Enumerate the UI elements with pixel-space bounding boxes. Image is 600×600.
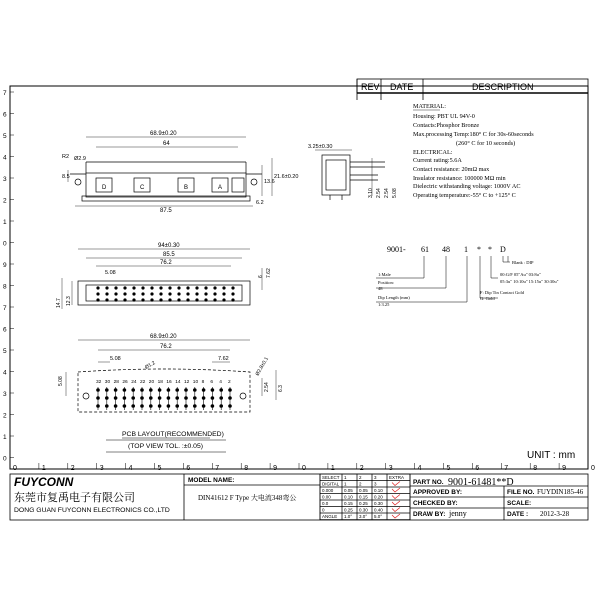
check-mark-icon: [392, 508, 400, 512]
pcb-layout-view: [66, 340, 276, 412]
tolerance-cell-text: 0.05: [359, 488, 368, 493]
ruler-label: 3: [3, 176, 7, 183]
pin-dot: [195, 292, 198, 295]
pin-dot: [105, 286, 108, 289]
tolerance-cell-text: DIGITAL: [322, 481, 340, 487]
tolerance-cell-text: 2: [359, 475, 362, 480]
pin-dot: [141, 292, 144, 295]
ruler-label: 1: [330, 465, 335, 472]
pin-number-label: 8: [201, 380, 205, 385]
tolerance-cell-text: 0.15: [359, 494, 368, 500]
dim-label: 76.2: [160, 260, 172, 266]
pin-dot: [114, 292, 117, 295]
ruler-label: 1: [3, 434, 7, 441]
date-header: DATE: [390, 82, 414, 92]
pin-dot: [159, 286, 162, 289]
pin-dot: [222, 292, 225, 295]
pin-dot: [150, 298, 153, 301]
front-view-labels: [62, 131, 298, 214]
tolerance-cell-text: 1: [344, 481, 347, 487]
pin-dot: [123, 292, 126, 295]
tolerance-cell-text: 0.10: [344, 494, 353, 500]
scale-label: SCALE:: [507, 500, 532, 507]
pin-dot: [177, 298, 180, 301]
material-line: Max.processing Temp:180° C for 30s-60seconds: [413, 131, 534, 138]
ruler-label: 2: [70, 465, 75, 472]
draw-by-label: DRAW BY:: [413, 511, 446, 518]
check-mark-icon: [392, 514, 400, 518]
pin-dot: [222, 298, 225, 301]
tolerance-cell-text: 0.00: [322, 494, 331, 500]
dim-label: 64: [163, 141, 170, 147]
unit-label: UNIT : mm: [527, 450, 576, 461]
tolerance-cell-text: 3: [374, 475, 377, 480]
pin-number-label: 12: [184, 380, 190, 385]
dim-label: 76.2: [160, 344, 172, 350]
note-male: 1:Male: [378, 272, 391, 277]
pin-dot: [231, 292, 234, 295]
electrical-line: Dielectric withstanding voltage: 1000V AC: [413, 183, 521, 190]
part-code-type: 61: [421, 245, 429, 254]
tolerance-cell-text: 0.10: [374, 488, 383, 493]
ruler-label: 2: [359, 465, 364, 472]
dim-label: 2.54: [264, 382, 270, 392]
pin-dot: [213, 298, 216, 301]
note-position-value: 48: [378, 286, 383, 291]
ruler-label: 9: [562, 465, 567, 472]
dim-label: 6: [258, 275, 264, 278]
logo-text: FUYCONN: [14, 475, 74, 489]
pin-dot: [105, 292, 108, 295]
dim-label: 85.5: [163, 252, 175, 258]
part-code-x2: *: [488, 245, 492, 254]
ruler-label: 3: [388, 465, 393, 472]
bottom-view-pins: [96, 286, 234, 301]
pin-dot: [222, 286, 225, 289]
pin-dot: [105, 298, 108, 301]
pin-dot: [177, 292, 180, 295]
part-code-base: 9001-: [387, 245, 406, 254]
pin-dot: [186, 286, 189, 289]
tolerance-cell-text: ANGLE: [322, 514, 338, 519]
tolerance-cell: [387, 500, 410, 507]
front-view: [68, 137, 272, 206]
pin-number-label: 20: [148, 380, 155, 385]
dim-label: 7.62: [266, 268, 272, 278]
pin-dot: [96, 298, 99, 301]
dim-label: 13.6: [264, 179, 275, 185]
tolerance-cell-text: 0.15: [344, 501, 353, 506]
part-code-position: 48: [442, 245, 450, 254]
ruler-label: 5: [3, 133, 7, 140]
tolerance-cell-text: 0.30: [374, 501, 383, 506]
ruler-label: 4: [128, 465, 133, 472]
dim-label: 12.3: [66, 296, 72, 306]
tolerance-table: [320, 474, 410, 520]
note-dip-length: Dip Length (mm): [378, 295, 410, 300]
ruler-label: 7: [3, 90, 7, 97]
key-label: A: [218, 185, 223, 191]
pin-dot: [141, 286, 144, 289]
file-no-label: FILE NO.: [507, 489, 535, 496]
pin-dot: [186, 292, 189, 295]
dim-label: Ø1.2: [144, 360, 157, 371]
pin-dot: [114, 286, 117, 289]
ruler-label: 8: [244, 465, 249, 472]
ruler-label: 3: [99, 465, 104, 472]
date-label: DATE :: [507, 511, 529, 518]
dim-label: 6.3: [278, 385, 284, 392]
tolerance-cell-text: 3.0°: [359, 514, 368, 519]
tolerance-cell-text: 0: [322, 507, 325, 513]
material-line: Housing: PBT UL 94V-0: [413, 113, 475, 120]
note-gold2: 05:3u" 10:10u" 15:15u" 30:30u": [500, 279, 559, 284]
dim-label: 5.08: [58, 376, 64, 386]
pin-dot: [159, 298, 162, 301]
pin-number-label: 22: [140, 380, 146, 385]
dim-label: 2.54: [376, 188, 382, 198]
ruler-label: 9: [273, 465, 278, 472]
tolerance-cell-text: 3: [374, 481, 377, 487]
dim-label: 2.54: [384, 188, 390, 198]
material-title: MATERIAL:: [413, 103, 446, 110]
file-no-value: FUYDIN185-46: [537, 488, 584, 496]
note-plating: F: Dip Tin Contact Gold: [480, 290, 525, 295]
part-no-label: PART NO.: [413, 479, 444, 486]
tolerance-cell-text: 5.0°: [374, 514, 383, 519]
checked-by-label: CHECKED BY:: [413, 500, 458, 507]
pin-number-label: 4: [219, 380, 222, 385]
ruler-label: 3: [3, 391, 7, 398]
pin-number-label: 6: [210, 380, 214, 385]
description-header: DESCRIPTION: [472, 82, 534, 92]
ruler-label: 7: [504, 465, 509, 472]
ruler-label: 2: [3, 412, 7, 420]
tolerance-cell-text: 1.0°: [344, 514, 353, 519]
pin-dot: [204, 292, 207, 295]
ruler-label: 0: [3, 240, 7, 248]
pcb-caption-title: PCB LAYOUT(RECOMMENDED): [122, 431, 224, 438]
tolerance-cell-text: 0.000: [322, 488, 334, 493]
dim-label: Ø2.9: [74, 156, 86, 162]
tolerance-cell: [387, 507, 410, 514]
dim-label: 5.08: [392, 188, 398, 198]
dim-label: 14.7: [56, 298, 62, 308]
note-position: Position:: [378, 280, 395, 285]
dim-label: 6.2: [256, 200, 264, 206]
ruler-label: 0: [13, 465, 17, 472]
tolerance-cell-text: 0.40: [374, 507, 383, 513]
tolerance-cell-text: EXTRA: [389, 475, 405, 480]
pin-number-label: 32: [96, 380, 102, 385]
pin-dot: [159, 292, 162, 295]
ruler-label: 7: [3, 305, 7, 312]
company-name-cn: 东莞市复禹电子有限公司: [14, 492, 135, 504]
check-mark-icon: [392, 488, 400, 492]
pin-dot: [168, 298, 171, 301]
dim-label: 94±0.30: [158, 243, 180, 249]
pin-number-label: 18: [157, 380, 163, 385]
pin-number-label: 2: [228, 380, 231, 385]
ruler-label: 0: [3, 455, 7, 463]
ruler-label: 6: [475, 465, 480, 472]
tolerance-cell-text: 1: [344, 475, 347, 480]
model-name-label: MODEL NAME:: [188, 477, 235, 484]
pin-dot: [96, 286, 99, 289]
date-value: 2012-3-28: [540, 510, 570, 518]
electrical-line: Contact resistance: 20mΩ max: [413, 166, 490, 173]
ruler-label: 8: [3, 283, 7, 291]
pin-dot: [168, 292, 171, 295]
bottom-view-labels: [56, 243, 272, 308]
company-name-en: DONG GUAN FUYCONN ELECTRONICS CO.,LTD: [14, 507, 170, 514]
ruler-label: 9: [3, 262, 7, 269]
dim-label: 7.62: [218, 356, 229, 362]
ruler-label: 8: [533, 465, 538, 472]
tolerance-cell-text: 0.05: [344, 488, 353, 493]
side-view-labels: [308, 144, 398, 198]
side-view: [315, 150, 385, 200]
pin-dot: [132, 292, 135, 295]
material-notes: [413, 103, 534, 199]
part-code-x1: *: [477, 245, 481, 254]
pin-dot: [213, 286, 216, 289]
pcb-caption: [106, 431, 226, 452]
ruler-label: 5: [3, 348, 7, 355]
tolerance-cell-text: 0.25: [359, 501, 368, 506]
pin-dot: [150, 286, 153, 289]
pin-dot: [168, 286, 171, 289]
model-name-value: DIN41612 F Type 大电流348弯公: [198, 494, 297, 502]
dim-label: 5.08: [110, 356, 121, 362]
tolerance-cell-text: 0.20: [374, 494, 383, 500]
approved-by-label: APPROVED BY:: [413, 489, 462, 496]
ruler-label: 2: [3, 197, 7, 205]
pin-number-label: 28: [113, 380, 119, 385]
electrical-line: Current rating:5.6A: [413, 157, 462, 164]
tolerance-cell-text: 0.25: [344, 507, 353, 513]
ruler-label: 7: [215, 465, 220, 472]
note-blank: Blank : DIP: [512, 260, 534, 265]
pin-number-label: 10: [192, 380, 199, 385]
pin-dot: [96, 292, 99, 295]
key-label: B: [184, 185, 189, 191]
pin-dot: [204, 286, 207, 289]
pin-dot: [123, 298, 126, 301]
dim-label: 68.9±0.20: [150, 334, 177, 340]
ruler-label: 1: [41, 465, 46, 472]
electrical-title: ELECTRICAL:: [413, 149, 453, 156]
dim-label: 21.6±0.20: [274, 174, 299, 180]
pin-dot: [195, 286, 198, 289]
electrical-line: Operating temperature:-55° C to +125° C: [413, 192, 516, 199]
pin-number-label: 30: [104, 380, 111, 385]
ruler-label: 0: [591, 465, 595, 472]
ruler-label: 1: [3, 219, 7, 226]
pin-dot: [123, 286, 126, 289]
pin-dot: [141, 298, 144, 301]
key-label: C: [140, 185, 145, 191]
check-mark-icon: [392, 501, 400, 505]
note-dip-values: 1:3.25: [378, 302, 390, 307]
revision-table: [357, 79, 588, 100]
pcb-caption-sub: (TOP VIEW TOL. :±0.05): [128, 443, 203, 450]
ruler-label: 5: [157, 465, 162, 472]
pin-dot: [195, 298, 198, 301]
pin-number-label: 26: [122, 380, 128, 385]
pin-dot: [231, 286, 234, 289]
part-no-value: 9001-61481**D: [448, 477, 514, 488]
material-line: Contacts:Phosphor Bronze: [413, 122, 480, 129]
part-code-d: D: [500, 245, 506, 254]
tolerance-cell-text: 0.30: [359, 507, 368, 513]
material-line: (260° C for 10 seconds): [456, 140, 516, 147]
ruler-label: 4: [417, 465, 422, 472]
part-number-explanation: [376, 245, 559, 307]
ruler-left-scale: [3, 90, 14, 463]
ruler-label: 6: [3, 326, 7, 334]
tolerance-cell: [387, 513, 410, 520]
tolerance-cell: [387, 494, 410, 501]
ruler-label: 0: [302, 465, 306, 472]
check-mark-icon: [392, 482, 400, 486]
dim-label: 8.5: [62, 174, 70, 180]
dim-label: 3.25±0.30: [308, 144, 333, 150]
pin-dot: [150, 292, 153, 295]
tolerance-cell: [387, 481, 410, 488]
dim-label: 68.9±0.20: [150, 131, 177, 137]
ruler-label: 5: [446, 465, 451, 472]
dim-label: 3.10: [368, 188, 374, 198]
pin-dot: [132, 286, 135, 289]
draw-by-value: jenny: [449, 509, 467, 518]
tolerance-cell-text: SELECT: [322, 475, 340, 480]
pin-number-label: 24: [131, 380, 137, 385]
ruler-label: 4: [3, 369, 7, 377]
pin-dot: [204, 298, 207, 301]
note-gold: 00:G/F 05"Au" 03:8u": [500, 272, 541, 277]
ruler-label: 6: [186, 465, 191, 472]
pcb-hole-grid: [96, 379, 232, 410]
pin-number-label: 16: [166, 380, 172, 385]
rev-header: REV: [361, 82, 380, 92]
pin-dot: [132, 298, 135, 301]
pin-dot: [213, 292, 216, 295]
dim-label: 5.08: [105, 270, 116, 276]
pin-dot: [231, 298, 234, 301]
check-mark-icon: [392, 495, 400, 499]
key-label: D: [102, 185, 107, 191]
note-plating2: G: Gold: [480, 296, 495, 301]
ruler-bottom-scale: [10, 463, 595, 472]
pin-dot: [114, 298, 117, 301]
part-code-length: 1: [464, 245, 468, 254]
pin-dot: [177, 286, 180, 289]
dim-label: R2: [62, 154, 70, 160]
dim-label: Ø2.8±0.1: [254, 356, 271, 377]
pin-number-label: 14: [175, 380, 181, 385]
company-logo: [14, 475, 170, 514]
tolerance-cell-text: 0.0: [322, 501, 329, 506]
dim-label: 87.5: [160, 208, 172, 214]
tolerance-cell-text: 2: [359, 481, 362, 487]
pin-dot: [186, 298, 189, 301]
ruler-label: 4: [3, 154, 7, 162]
electrical-line: Insulator resistance: 100000 MΩ min: [413, 175, 506, 182]
ruler-label: 6: [3, 111, 7, 119]
tolerance-cell: [387, 487, 410, 494]
